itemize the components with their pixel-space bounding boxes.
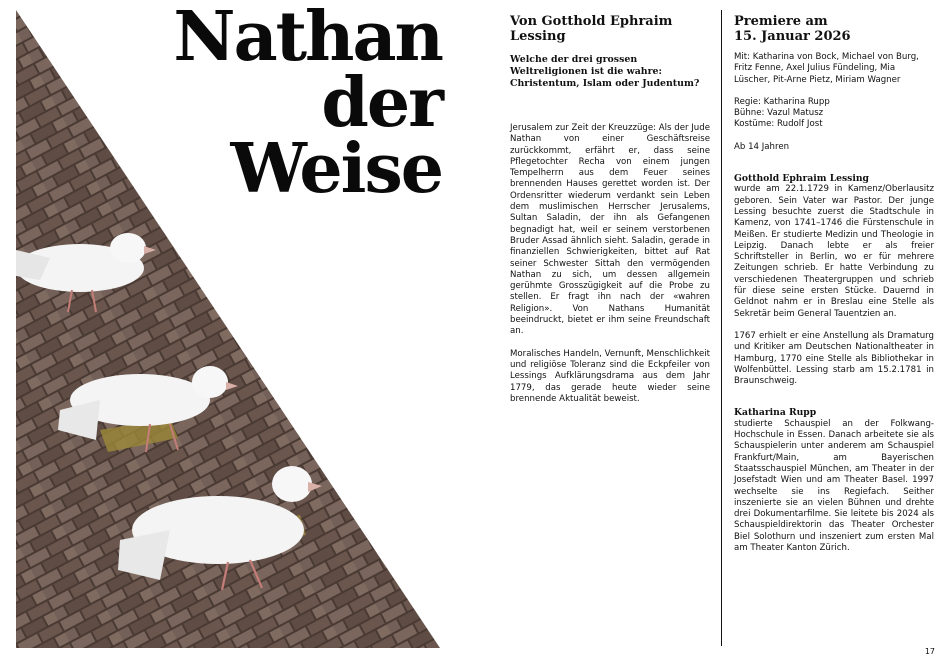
premiere-line-2: 15. Januar 2026 — [734, 29, 851, 44]
premiere-heading — [734, 14, 934, 44]
credits — [734, 97, 934, 131]
column-divider — [721, 10, 722, 646]
title-line-1: Nathan — [173, 0, 442, 77]
lead-question: Welche der drei grossen Weltreligionen ist die wahre: Christentum, Islam oder Judentum? — [510, 54, 700, 89]
credit-buehne: Bühne: Vazul Matusz — [734, 108, 824, 119]
author-heading: Von Gotthold Ephraim Lessing — [510, 14, 673, 44]
credit-regie: Regie: Katharina Rupp — [734, 96, 830, 107]
bio-rupp-text: studierte Schauspiel an der Folkwang-Hochschule in Essen. Danach arbeitete sie als Schauspielerin unter anderem am Schauspiel Frankfurt/Main, am Bayerischen Staatsschauspiel München, am Theater in der Josefstadt Wien und am Theater Basel. 1997 wechselte sie ins Regiefach. Seither inszenierte sie an vielen Bühnen und drehte drei Dokumentarfilme. Sie leitete bis 2024 als Schauspieldirektorin das Theater Orchester Biel Solothurn und inszeniert zum ersten Mal am Theater Kanton Zürich. — [734, 418, 934, 553]
bio-rupp-name: Katharina Rupp — [734, 407, 817, 419]
bio-lessing-text-1: wurde am 22.1.1729 in Kamenz/Oberlausitz geboren. Sein Vater war Pastor. Der junge Lessing besuchte zuerst die Stadtschule in Kamenz, von 1741–1746 die Fürstenschule in Meißen. Er studierte Medizin und Theologie in Leipzig. Danach lebte er als freier Schriftsteller in Berlin, wo er für mehrere Zeitungen schrieb. Er hatte Verbindung zu verschiedenen Theatergruppen und schrieb für diese seine ersten Stücke. Dauernd in Geldnot nahm er in Breslau eine Stelle als Sekretär beim General Tauentzien an. — [734, 184, 934, 319]
age-rating: Ab 14 Jahren — [734, 141, 790, 152]
synopsis-paragraph-2: Moralisches Handeln, Vernunft, Menschlichkeit und religiöse Toleranz sind die Eckpfeiler von Lessings Aufklärungsdrama aus dem Jahr 1779, das gerade heute wieder seine brennende Aktualität beweist. — [510, 348, 710, 404]
premiere-line-1: Premiere am — [734, 14, 828, 29]
credit-kostueme: Kostüme: Rudolf Jost — [734, 119, 823, 130]
page-title — [126, 0, 442, 209]
title-line-2: der Weise — [230, 63, 442, 209]
bio-lessing-text-2: 1767 erhielt er eine Anstellung als Dramaturg und Kritiker am Deutschen Nationaltheater in Hamburg, 1770 eine Stelle als Bibliothekar in Wolfenbüttel. Lessing starb am 15.2.1781 in Braunschweig. — [734, 330, 934, 387]
cast-list: Mit: Katharina von Bock, Michael von Burg, Fritz Fenne, Axel Julius Fündeling, Mia Lüscher, Pit-Arne Pietz, Miriam Wagner — [734, 52, 919, 85]
synopsis-paragraph-1: Jerusalem zur Zeit der Kreuzzüge: Als der Jude Nathan von einer Geschäftsreise zurückkommt, erfährt er, dass seine Pflegetochter Recha von einem jungen Tempelherrn aus dem Feuer seines brennenden Hauses gerettet worden ist. Der Ordensritter wiederum verdankt sein Leben dem muslimischen Herrscher Jerusalems, Sultan Saladin, der ihn als Gefangenen begnadigt hat, weil er seinem verstorbenen Bruder Assad ähnlich sieht. Saladin, gerade in finanziellen Schwierigkeiten, bittet auf Rat seiner Schwester Sittah den vermögenden Nathan zu sich, um dessen allgemein gerühmte Grosszügigkeit auf die Probe zu stellen. Er fragt ihn nach der «wahren Religion». Von Nathans Humanität beeindruckt, bietet er ihm seine Freundschaft an. — [510, 123, 710, 337]
synopsis-column — [510, 14, 710, 416]
page-number: 17 — [924, 647, 935, 656]
bio-lessing-name: Gotthold Ephraim Lessing — [734, 173, 869, 185]
info-column — [734, 14, 934, 565]
